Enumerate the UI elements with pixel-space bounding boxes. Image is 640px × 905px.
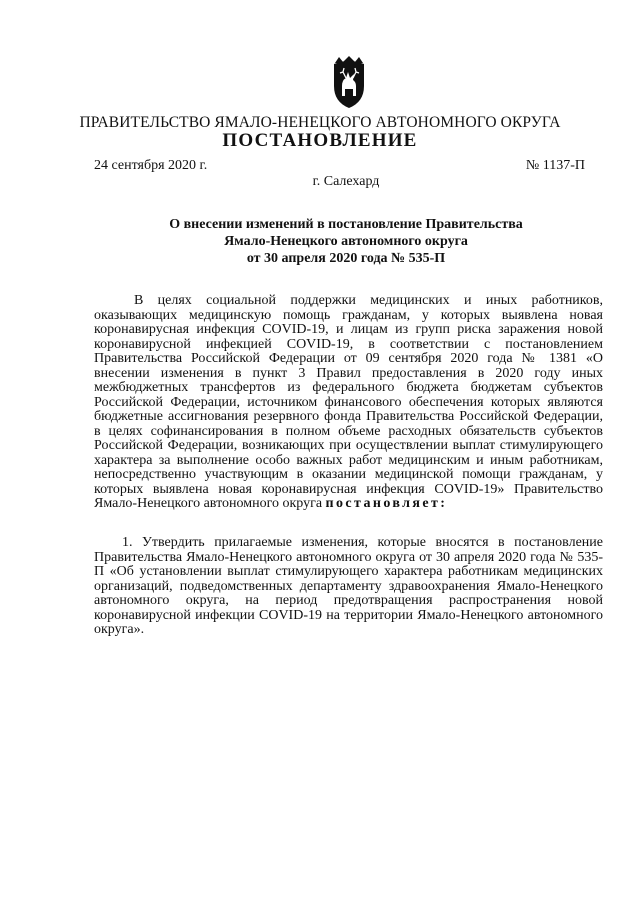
coat-of-arms-emblem — [326, 56, 372, 112]
government-name: ПРАВИТЕЛЬСТВО ЯМАЛО-НЕНЕЦКОГО АВТОНОМНОГО ОКРУГА — [79, 114, 561, 131]
document-type: ПОСТАНОВЛЕНИЕ — [222, 130, 418, 151]
preamble-paragraph — [94, 294, 603, 512]
document-city: г. Салехард — [312, 174, 380, 189]
title-line-1: О внесении изменений в постановление Правительства — [169, 217, 523, 232]
clause-1-paragraph: 1. Утвердить прилагаемые изменения, которые вносятся в постановление Правительства Ямало-Ненецкого автономного округа от 30 апреля 2020 года № 535-П «Об установлении выплат стимулирующего характера работникам медицинских организаций, подведомственных департаменту здравоохранения Ямало-Ненецкого автономного округа, на период предотвращения распространения новой коронавирусной инфекции COVID-19 на территории Ямало-Ненецкого автономного округа». — [94, 535, 603, 637]
document-date: 24 сентября 2020 г. — [94, 158, 208, 173]
preamble-text: В целях социальной поддержки медицинских и иных работников, оказывающих медицинскую помощь гражданам, у которых выявлена новая коронавирусная инфекция COVID-19, и лицам из групп риска заражения новой коронавирусной инфекцией COVID-19, в соответствии с постановлением Правительства Российской Федерации от 09 сентября 2020 года № 1381 «О внесении изменения в пункт 3 Правил предоставления в 2020 году иных межбюджетных трансфертов из федерального бюджета бюджетам субъектов Российской Федерации, источником финансового обеспечения которых являются бюджетные ассигнования резервного фонда Правительства Российской Федерации, в целях софинансирования в полном объеме расходных обязательств субъектов Российской Федерации, возникающих при осуществлении выплат стимулирующего характера за выполнение особо важных работ медицинским и иным работникам, непосредственно участвующим в оказании медицинской помощи гражданам, у которых выявлена новая коронавирусная инфекция COVID-19» Правительство Ямало-Ненецкого автономного округа — [94, 293, 603, 511]
document-title — [26, 216, 640, 267]
resolves-phrase: постановляет: — [325, 496, 448, 511]
document-number: № 1137-П — [525, 158, 585, 173]
title-line-3: от 30 апреля 2020 года № 535-П — [246, 251, 446, 266]
title-line-2: Ямало-Ненецкого автономного округа — [224, 234, 468, 249]
